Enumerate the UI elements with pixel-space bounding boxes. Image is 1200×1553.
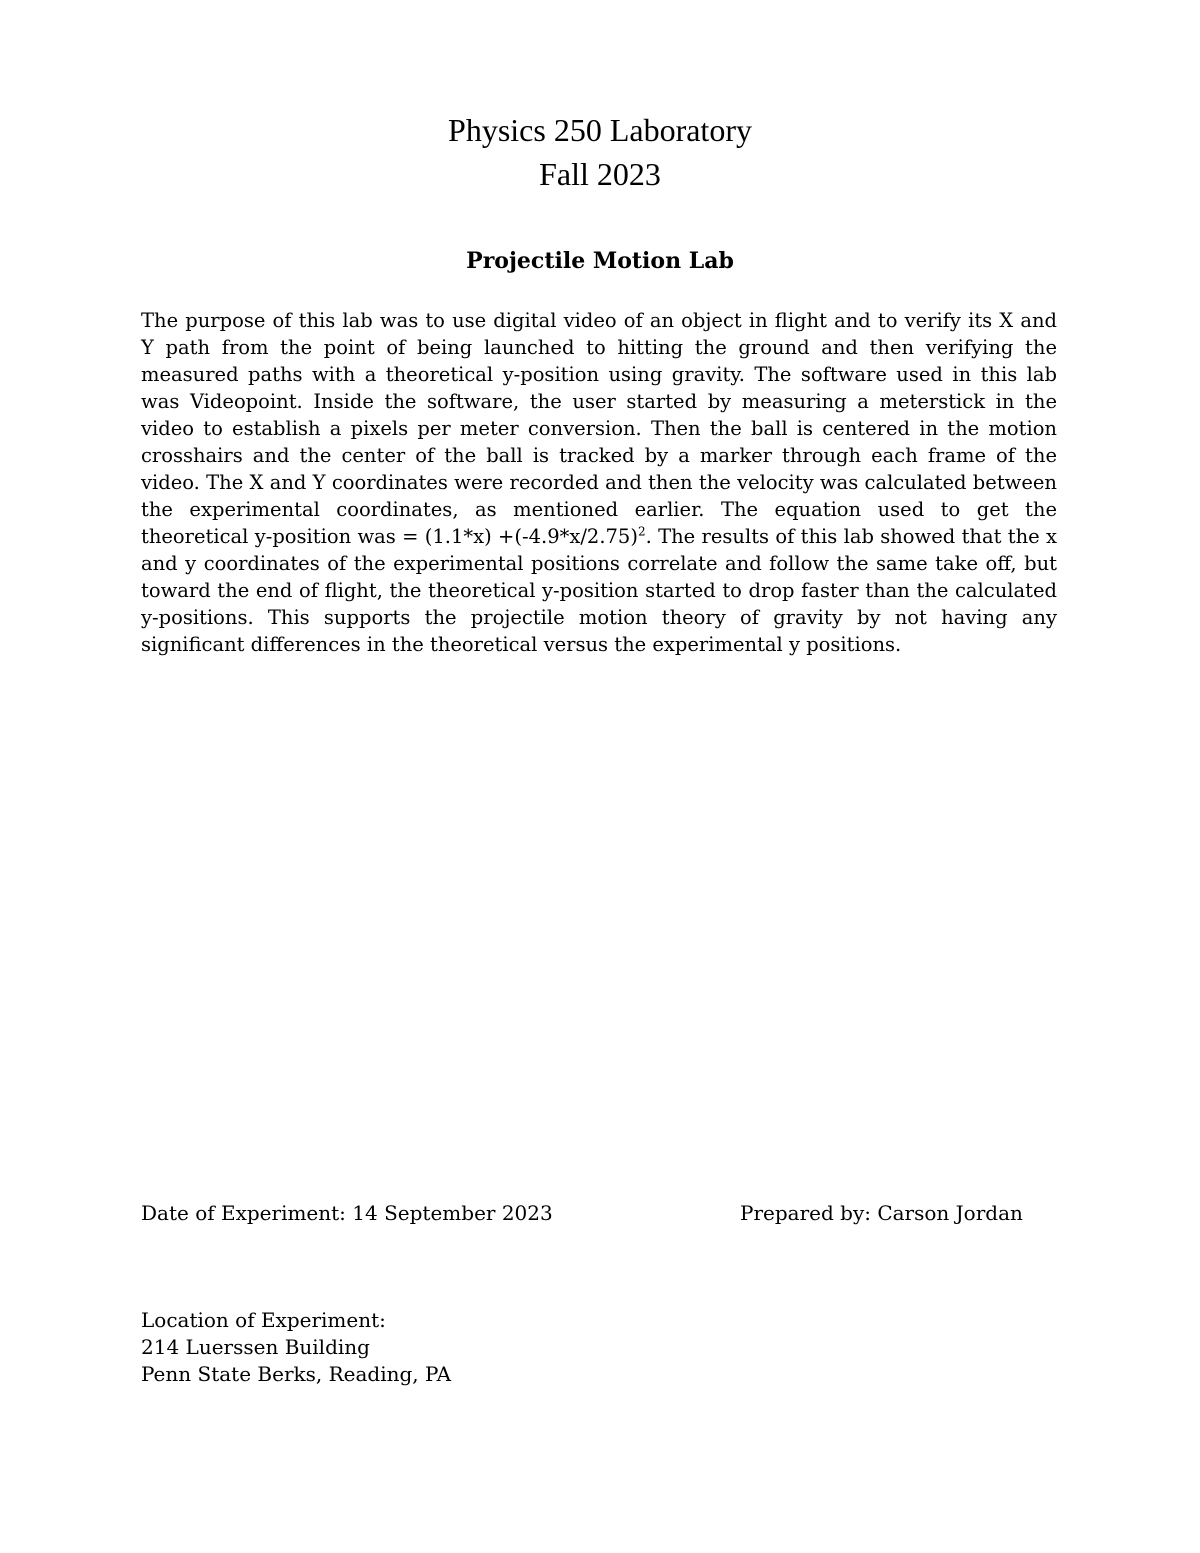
prepared-by: Prepared by: Carson Jordan xyxy=(740,1201,1023,1225)
location-block xyxy=(141,1307,451,1388)
date-of-experiment: Date of Experiment: 14 September 2023 xyxy=(141,1201,553,1225)
term-label: Fall 2023 xyxy=(539,156,661,192)
location-campus: Penn State Berks, Reading, PA xyxy=(141,1362,452,1386)
title-block xyxy=(0,108,1200,196)
lab-title: Projectile Motion Lab xyxy=(466,248,734,274)
lab-summary-paragraph xyxy=(141,307,1057,658)
location-label: Location of Experiment: xyxy=(141,1308,386,1332)
location-building: 214 Luerssen Building xyxy=(141,1335,370,1359)
exponent-superscript: 2 xyxy=(637,524,646,539)
summary-text-part-1: The purpose of this lab was to use digital video of an object in flight and to verify its X and Y path from the point of being launched to hitting the ground and then verifying the measured paths with a theoretical y-position using gravity. The software used in this lab was Videopoint. Inside the software, the user started by measuring a meterstick in the video to establish a pixels per meter conversion. Then the ball is centered in the motion crosshairs and the center of the ball is tracked by a marker through each frame of the video. The X and Y coordinates were recorded and then the velocity was calculated between the experimental coordinates, as mentioned earlier. The equation used to get the theoretical y-position was = (1.1*x) +(-4.9*x/2.75) xyxy=(141,309,1057,548)
course-title: Physics 250 Laboratory xyxy=(448,112,752,148)
summary-text-part-2: . The results of this lab showed that the x and y coordinates of the experimental positions correlate and follow the same take off, but toward the end of flight, the theoretical y-position started to drop faster than the calculated y-positions. This supports the projectile motion theory of gravity by not having any significant differences in the theoretical versus the experimental y positions. xyxy=(141,525,1057,656)
